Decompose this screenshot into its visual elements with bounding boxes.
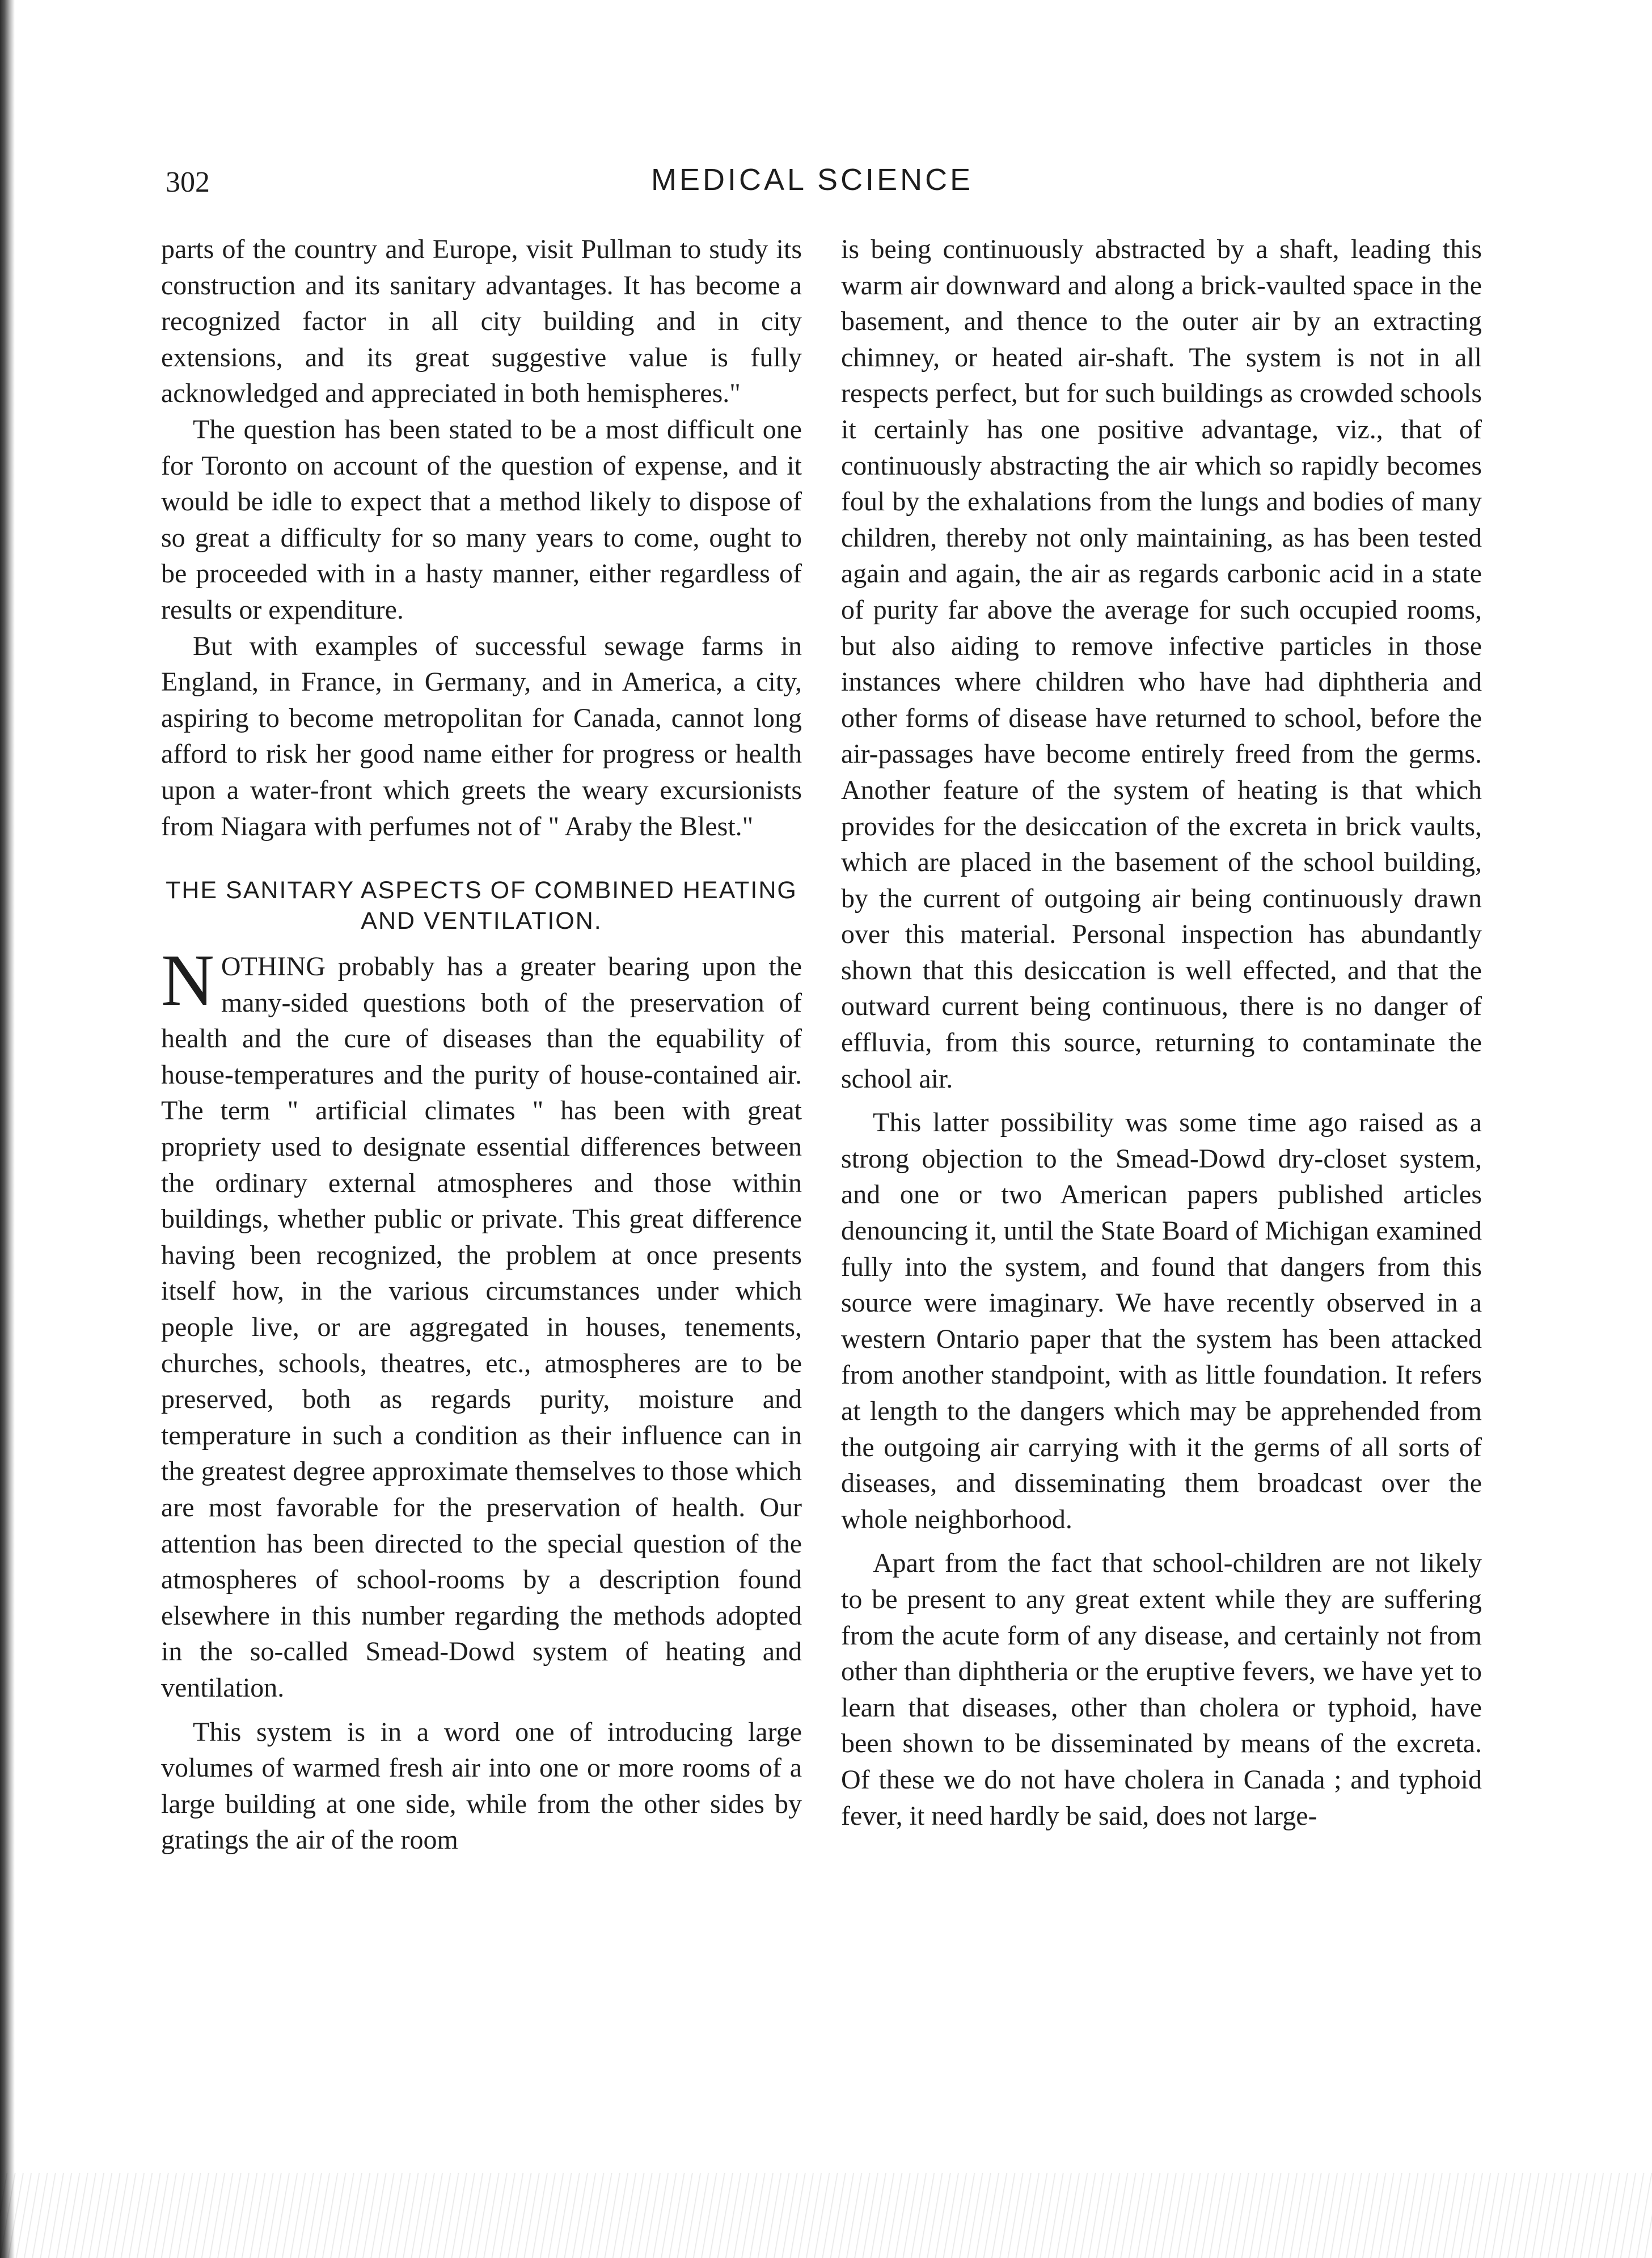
- page-number: 302: [166, 166, 210, 198]
- paragraph: is being continuously abstracted by a shaft, leading this warm air downward and along a brick-vaulted space in the basement, and thence to the outer air by an extracting chimney, or heated air-shaft. The system is not in all respects perfect, but for such buildings as crowded schools it certainly has one positive advantage, viz., that of continuously abstracting the air which so rapidly becomes foul by the exhalations from the lungs and bodies of many children, thereby not only maintaining, as has been tested again and again, the air as regards carbonic acid in a state of purity far above the average for such occupied rooms, but also aiding to remove infective particles in those instances where children who have had diphtheria and other forms of disease have returned to school, before the air-passages have become entirely freed from the germs. Another feature of the system of heating is that which provides for the desiccation of the excreta in brick vaults, which are placed in the basement of the school building, by the current of outgoing air being continuously drawn over this material. Personal inspection has abundantly shown that this desiccation is well effected, and that the outward current being continuous, there is no danger of effluvia, from this source, returning to contaminate the school air.: [841, 234, 1482, 1094]
- scan-noise: [0, 2173, 1652, 2258]
- article-heading: THE SANITARY ASPECTS OF COMBINED HEATING AND VENTILATION.: [166, 877, 797, 935]
- journal-title: MEDICAL SCIENCE: [651, 163, 974, 197]
- paragraph: This system is in a word one of introducing large volumes of warmed fresh air into one or more rooms of a large building at one side, while from the other sides by gratings the air of the room: [161, 1716, 802, 1855]
- paragraph: But with examples of successful sewage farms in England, in France, in Germany, and in America, a city, aspiring to become metropolitan for Canada, cannot long afford to risk her good name either for progress or health upon a water-front which greets the weary excursionists from Niagara with perfumes not of " Araby the Blest.": [161, 631, 802, 842]
- right-column: [841, 231, 1482, 1834]
- article-opening-text: OTHING probably has a greater bearing upon the many-sided questions both of the preservation of health and the cure of diseases than the equability of house-temperatures and the purity of house-contained air. The term " artificial climates " has been with great propriety used to designate essential differences between the ordinary external atmospheres and those within buildings, whether public or private. This great difference having been recognized, the problem at once presents itself how, in the various circumstances under which people live, or are aggregated in houses, tenements, churches, schools, theatres, etc., atmospheres are to be preserved, both as regards purity, moisture and temperature in such a condition as their influence can in the greatest degree approximate themselves to those which are most favorable for the preservation of health. Our attention has been directed to the special question of the atmospheres of school-rooms by a description found elsewhere in this number regarding the methods adopted in the so-called Smead-Dowd system of heating and ventilation.: [161, 952, 802, 1703]
- paragraph: parts of the country and Europe, visit Pullman to study its construction and its sanitary advantages. It has become a recognized factor in all city building and in city extensions, and its great suggestive value is fully acknowledged and appreciated in both hemispheres.": [161, 234, 802, 409]
- drop-cap: N: [161, 940, 214, 1022]
- article-opening-paragraph: [161, 940, 802, 1706]
- scanned-page-edge: [0, 0, 15, 2258]
- paragraph: This latter possibility was some time ago raised as a strong objection to the Smead-Dowd dry-closet system, and one or two American papers published articles denouncing it, until the State Board of Michigan examined fully into the system, and found that dangers from this source were imaginary. We have recently observed in a western Ontario paper that the system has been attacked from another standpoint, with as little foundation. It refers at length to the dangers which may be apprehended from the outgoing air carrying with it the germs of all sorts of diseases, and disseminating them broadcast over the whole neighborhood.: [841, 1107, 1482, 1534]
- paragraph: Apart from the fact that school-children are not likely to be present to any great extent while they are suffering from the acute form of any disease, and certainly not from other than diphtheria or the eruptive fevers, we have yet to learn that diseases, other than cholera or typhoid, have been shown to be disseminated by means of the excreta. Of these we do not have cholera in Canada ; and typhoid fever, it need hardly be said, does not large-: [841, 1548, 1482, 1831]
- running-head: [0, 162, 1652, 202]
- left-column: [161, 231, 802, 1858]
- paragraph: The question has been stated to be a most difficult one for Toronto on account of the question of expense, and it would be idle to expect that a method likely to dispose of so great a difficulty for so many years to come, ought to be proceeded with in a hasty manner, either regardless of results or expenditure.: [161, 414, 802, 625]
